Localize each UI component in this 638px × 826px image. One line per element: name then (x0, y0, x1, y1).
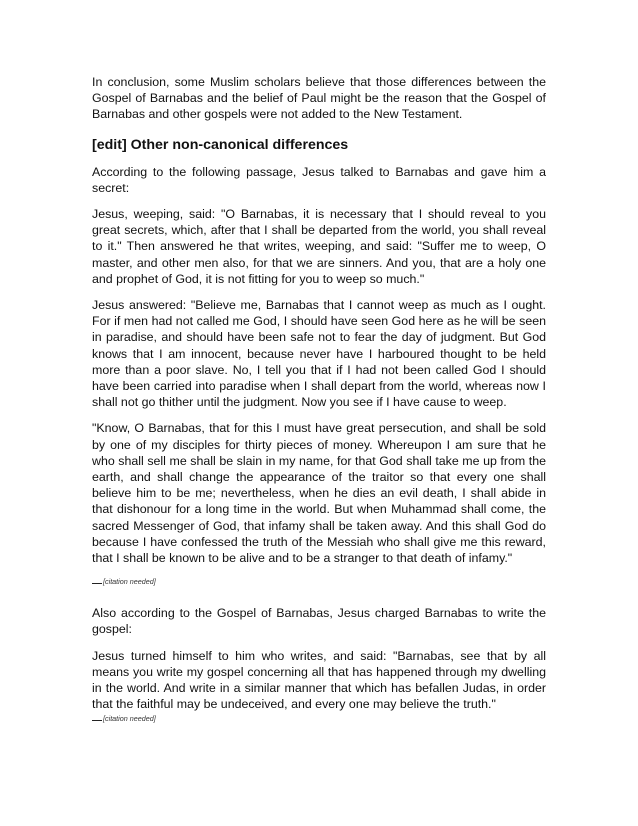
quote-paragraph-2: Jesus answered: "Believe me, Barnabas that I cannot weep as much as I ought. For if men had not called me God, I should have seen God here as he will be seen in paradise, and should have been safe not to fear the day of judgment. But God knows that I am innocent, because never have I harboured thought to be held more than a poor slave. No, I tell you that if I had not been called God I should have been carried into paradise when I shall depart from the world, whereas now I shall not go thither until the judgment. Now you see if I have cause to weep. (92, 298, 546, 410)
citation-note-1 (92, 576, 546, 587)
section-heading: [edit] Other non-canonical differences (92, 136, 349, 153)
passage-intro: According to the following passage, Jesus talked to Barnabas and gave him a secret: (92, 164, 546, 195)
second-intro: Also according to the Gospel of Barnabas, Jesus charged Barnabas to write the gospel: (92, 606, 546, 637)
document-page (92, 74, 546, 724)
quote-paragraph-4: Jesus turned himself to him who writes, and said: "Barnabas, see that by all means you write my gospel concerning all that has happened through my dwelling in the world. And write in a similar manner that which has befallen Judas, in order that the faithful may be undeceived, and every one may believe the truth." (92, 648, 546, 712)
citation-marker (92, 713, 102, 721)
citation-needed-link[interactable]: [citation needed] (103, 577, 156, 587)
citation-marker (92, 576, 102, 584)
citation-needed-link[interactable]: [citation needed] (103, 713, 156, 723)
intro-paragraph: In conclusion, some Muslim scholars believe that those differences between the Gospel of Barnabas and the belief of Paul might be the reason that the Gospel of Barnabas and other gospels were not added to the New Testament. (92, 75, 546, 122)
citation-note-2 (92, 713, 546, 724)
quote-paragraph-1: Jesus, weeping, said: "O Barnabas, it is necessary that I should reveal to you great secrets, which, after that I shall be departed from the world, you shall reveal to it." Then answered he that writes, weeping, and said: "Suffer me to weep, O master, and other men also, for that we are sinners. And you, that are a holy one and prophet of God, it is not fitting for you to weep so much." (92, 207, 546, 286)
quote-paragraph-3: "Know, O Barnabas, that for this I must have great persecution, and shall be sold by one of my disciples for thirty pieces of money. Whereupon I am sure that he who shall sell me shall be slain in my name, for that God shall take me up from the earth, and shall change the appearance of the traitor so that every one shall believe him to be me; nevertheless, when he dies an evil death, I shall abide in that dishonour for a long time in the world. But when Muhammad shall come, the sacred Messenger of God, that infamy shall be taken away. And this shall God do because I have confessed the truth of the Messiah who shall give me this reward, that I shall be known to be alive and to be a stranger to that death of infamy." (92, 421, 546, 566)
